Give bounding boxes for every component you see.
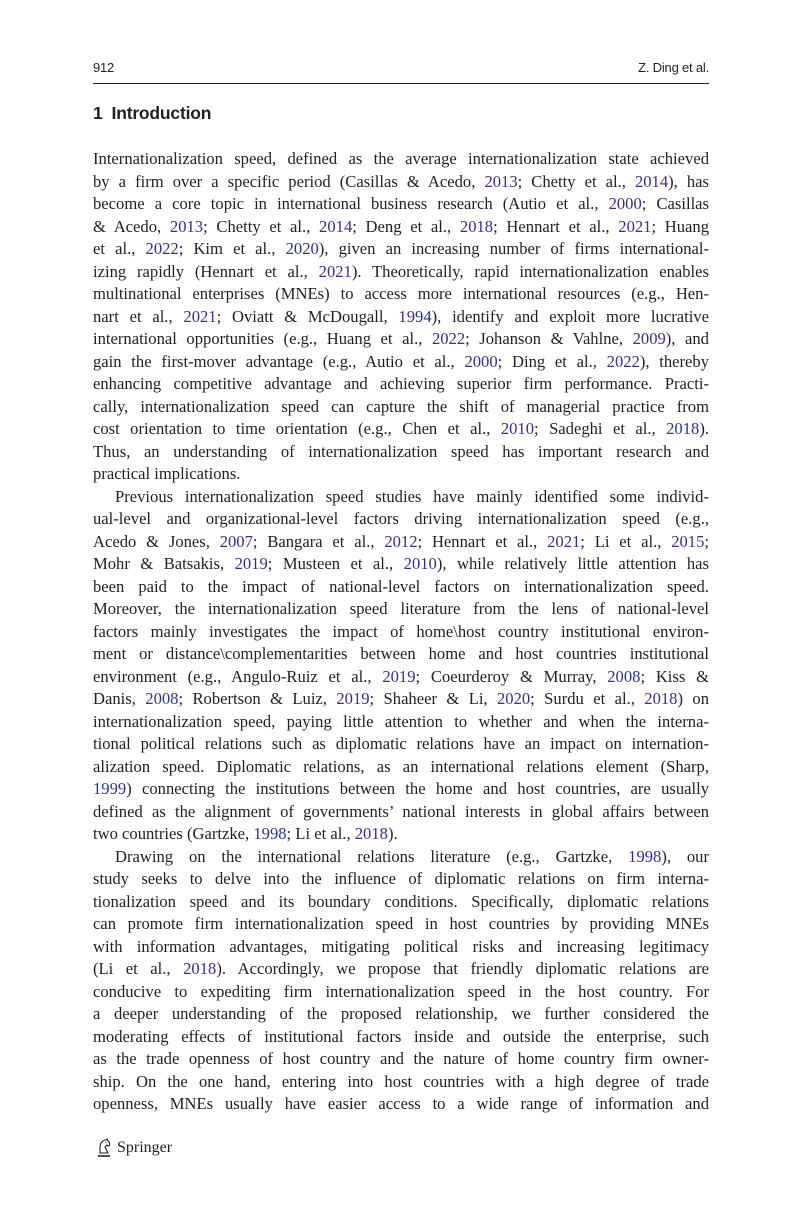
text-line	[93, 441, 709, 464]
text-line	[93, 1071, 709, 1094]
text-line	[93, 801, 709, 824]
text-run: ; Hennart et al.,	[493, 216, 619, 236]
citation-year-link[interactable]: 2018	[666, 419, 700, 438]
text-run: Thus, an understanding of internationalization speed has important research and	[93, 441, 709, 461]
text-line	[93, 958, 709, 981]
text-line	[93, 778, 709, 801]
text-run: ; Casillas	[641, 194, 709, 213]
text-line	[93, 756, 709, 779]
text-run: openness, MNEs usually have easier access to a wide range of information and	[93, 1094, 709, 1113]
text-run: enhancing competitive advantage and achieving superior firm performance. Practi-	[93, 374, 709, 393]
paragraph	[93, 846, 709, 1116]
citation-year-link[interactable]: 2018	[459, 216, 494, 236]
text-run: cally, internationalization speed can capture the shift of managerial practice from	[93, 396, 709, 416]
text-run: a deeper understanding of the proposed relationship, we further considered the	[93, 1004, 709, 1023]
text-run: by a firm over a specific period (Casillas & Acedo,	[93, 171, 485, 191]
text-line	[93, 373, 709, 396]
text-line	[93, 396, 709, 419]
citation-year-link[interactable]: 2008	[145, 689, 179, 708]
text-run: ; Shaheer & Li,	[369, 689, 497, 708]
text-run: ; Kiss &	[640, 666, 709, 686]
citation-year-link[interactable]: 2021	[318, 261, 352, 281]
citation-year-link[interactable]: 2018	[644, 689, 678, 708]
text-line	[93, 666, 709, 689]
text-run: ; Surdu et al.,	[530, 689, 645, 708]
citation-year-link[interactable]: 2021	[547, 531, 581, 551]
header-rule	[93, 83, 709, 84]
text-line	[93, 1093, 709, 1116]
text-run: internationalization speed, paying little attention to whether and when the interna-	[93, 711, 709, 731]
text-run: ; Musteen et al.,	[267, 554, 404, 573]
text-line	[93, 283, 709, 306]
text-run: defined as the alignment of governments’ national interests in global affairs between	[93, 801, 709, 821]
text-line	[93, 733, 709, 756]
text-run: ; Robertson & Luiz,	[178, 689, 337, 708]
text-run: conducive to expediting firm internationalization speed in the host country. For	[93, 981, 709, 1001]
section-number: 1	[93, 103, 103, 123]
text-run: environment (e.g., Angulo-Ruiz et al.,	[93, 666, 383, 686]
text-run: ship. On the one hand, entering into host countries with a high degree of trade	[93, 1071, 709, 1091]
text-line	[93, 216, 709, 239]
citation-year-link[interactable]: 2020	[496, 689, 531, 708]
section-heading	[93, 103, 211, 124]
text-run: multinational enterprises (MNEs) to access more international resources (e.g., Hen-	[93, 284, 709, 303]
text-run: ; Ding et al.,	[497, 351, 607, 371]
publisher-footer	[96, 1136, 172, 1160]
section-title: Introduction	[111, 103, 212, 123]
text-line	[93, 1048, 709, 1071]
citation-year-link[interactable]: 2019	[234, 554, 268, 573]
text-line	[93, 238, 709, 261]
text-run: ; Kim et al.,	[178, 239, 286, 258]
text-run: ment or distance\complementarities between home and host countries institutional	[93, 644, 709, 663]
text-run: ). Theoretically, rapid internationalization enables	[351, 261, 709, 281]
citation-year-link[interactable]: 2014	[634, 171, 669, 191]
citation-year-link[interactable]: 2021	[183, 306, 217, 326]
citation-year-link[interactable]: 2009	[632, 329, 666, 348]
text-run: izing rapidly (Hennart et al.,	[93, 261, 319, 281]
text-line	[93, 553, 709, 576]
text-line	[93, 913, 709, 936]
publisher-name: Springer	[117, 1139, 173, 1156]
text-line	[93, 621, 709, 644]
text-run: et al.,	[93, 239, 146, 258]
text-line	[93, 193, 709, 216]
text-line	[93, 261, 709, 284]
text-run: cost orientation to time orientation (e.g., Chen et al.,	[93, 419, 501, 438]
text-run: (Li et al.,	[93, 959, 184, 978]
text-line	[93, 486, 709, 509]
text-run: study seeks to delve into the influence of diplomatic relations on firm interna-	[93, 869, 709, 888]
text-run: Moreover, the internationalization speed literature from the lens of national-level	[93, 599, 709, 618]
text-run: Internationalization speed, defined as the average internationalization state achieved	[93, 149, 709, 168]
text-run: tionalization speed and its boundary conditions. Specifically, diplomatic relations	[93, 891, 709, 911]
text-run: ), thereby	[639, 351, 709, 371]
citation-year-link[interactable]: 2020	[285, 239, 319, 258]
text-line	[93, 171, 709, 194]
text-line	[93, 891, 709, 914]
text-run: ; Li et al.,	[286, 824, 355, 843]
text-line	[93, 148, 709, 171]
paragraph	[93, 486, 709, 846]
text-run: international opportunities (e.g., Huang et al.,	[93, 329, 432, 348]
citation-year-link[interactable]: 2014	[319, 216, 353, 236]
text-run: factors mainly investigates the impact of home\host country institutional environ-	[93, 621, 709, 641]
citation-year-link[interactable]: 2015	[671, 531, 705, 551]
text-line	[93, 306, 709, 329]
text-line	[93, 598, 709, 621]
running-head-authors: Z. Ding et al.	[638, 60, 709, 75]
text-run: been paid to the impact of national-level factors on internationalization speed.	[93, 576, 709, 596]
text-run: ; Huang	[651, 216, 710, 236]
text-run: ), identify and exploit more lucrative	[431, 306, 709, 326]
citation-year-link[interactable]: 2021	[618, 216, 652, 236]
text-line	[93, 846, 709, 869]
text-run: ).	[387, 824, 398, 843]
text-run: ; Deng et al.,	[352, 216, 460, 236]
body-text	[93, 148, 709, 1116]
text-run: Drawing on the international relations literature (e.g., Gartzke,	[115, 846, 629, 866]
text-run: ), has	[668, 171, 709, 191]
text-run: ual-level and organizational-level factors driving internationalization speed (e.g.,	[93, 509, 709, 528]
text-run: ; Sadeghi et al.,	[534, 419, 667, 438]
text-run: moderating effects of institutional factors inside and outside the enterprise, such	[93, 1026, 709, 1046]
citation-year-link[interactable]: 1994	[398, 306, 432, 326]
text-run: ; Hennart et al.,	[417, 531, 548, 551]
text-run: ; Oviatt & McDougall,	[216, 306, 399, 326]
text-run: ) on	[677, 689, 709, 708]
text-run: ), while relatively little attention has	[436, 554, 709, 573]
text-run: & Acedo,	[93, 216, 170, 236]
text-line	[93, 463, 709, 486]
running-head	[93, 58, 709, 78]
springer-knight-icon	[96, 1138, 112, 1158]
text-run: ; Coeurderoy & Murray,	[415, 666, 608, 686]
text-run: ; Chetty et al.,	[203, 216, 320, 236]
text-run: practical implications.	[93, 464, 241, 483]
text-line	[93, 1003, 709, 1026]
text-run: two countries (Gartzke,	[93, 824, 254, 843]
citation-year-link[interactable]: 2022	[431, 329, 466, 348]
citation-year-link[interactable]: 2008	[607, 666, 641, 686]
text-run: ;	[704, 531, 709, 551]
text-run: become a core topic in international business research (Autio et al.,	[93, 194, 609, 213]
text-run: ), given an increasing number of firms international-	[318, 239, 710, 258]
text-line	[93, 418, 709, 441]
text-run: Previous internationalization speed studies have mainly identified some individ-	[115, 486, 709, 506]
text-run: ; Chetty et al.,	[517, 171, 635, 191]
text-line	[93, 328, 709, 351]
citation-year-link[interactable]: 2007	[219, 531, 253, 551]
text-line	[93, 351, 709, 374]
text-run: ), our	[661, 846, 709, 866]
citation-year-link[interactable]: 2018	[354, 824, 388, 843]
text-line	[93, 1026, 709, 1049]
citation-year-link[interactable]: 2010	[500, 419, 535, 438]
text-line	[93, 531, 709, 554]
page-number: 912	[93, 60, 115, 75]
paragraph	[93, 148, 709, 486]
text-run: ). Accordingly, we propose that friendly diplomatic relations are	[216, 959, 709, 978]
text-line	[93, 576, 709, 599]
text-line	[93, 688, 709, 711]
text-run: Mohr & Batsakis,	[93, 554, 235, 573]
citation-year-link[interactable]: 2000	[608, 194, 642, 213]
text-run: Danis,	[93, 689, 146, 708]
citation-year-link[interactable]: 1999	[93, 779, 127, 798]
text-line	[93, 823, 709, 846]
citation-year-link[interactable]: 1998	[253, 824, 287, 843]
text-run: ).	[699, 419, 709, 438]
text-run: ; Bangara et al.,	[252, 531, 385, 551]
text-run: ; Li et al.,	[580, 531, 672, 551]
text-run: ), and	[665, 329, 709, 348]
text-line	[93, 981, 709, 1004]
citation-year-link[interactable]: 2012	[384, 531, 418, 551]
text-run: ; Johanson & Vahlne,	[465, 329, 633, 348]
citation-year-link[interactable]: 2019	[336, 689, 370, 708]
citation-year-link[interactable]: 2019	[382, 666, 416, 686]
citation-year-link[interactable]: 2018	[183, 959, 217, 978]
text-line	[93, 508, 709, 531]
citation-year-link[interactable]: 1998	[628, 846, 662, 866]
text-run: tional political relations such as diplomatic relations have an impact on internation-	[93, 734, 709, 753]
citation-year-link[interactable]: 2010	[403, 554, 437, 573]
text-line	[93, 936, 709, 959]
text-run: can promote firm internationalization speed in host countries by providing MNEs	[93, 914, 709, 933]
text-line	[93, 868, 709, 891]
text-run: with information advantages, mitigating political risks and increasing legitimacy	[93, 936, 709, 956]
text-line	[93, 643, 709, 666]
citation-year-link[interactable]: 2000	[464, 351, 498, 371]
citation-year-link[interactable]: 2022	[606, 351, 640, 371]
citation-year-link[interactable]: 2013	[484, 171, 518, 191]
text-run: ) connecting the institutions between the home and host countries, are usually	[126, 779, 709, 798]
text-run: alization speed. Diplomatic relations, as an international relations element (Sharp,	[93, 756, 709, 776]
text-run: Acedo & Jones,	[93, 531, 220, 551]
citation-year-link[interactable]: 2022	[145, 239, 179, 258]
text-run: nart et al.,	[93, 306, 184, 326]
citation-year-link[interactable]: 2013	[169, 216, 204, 236]
text-run: as the trade openness of host country and the nature of home country firm owner-	[93, 1049, 709, 1068]
text-run: gain the first-mover advantage (e.g., Autio et al.,	[93, 351, 465, 371]
text-line	[93, 711, 709, 734]
